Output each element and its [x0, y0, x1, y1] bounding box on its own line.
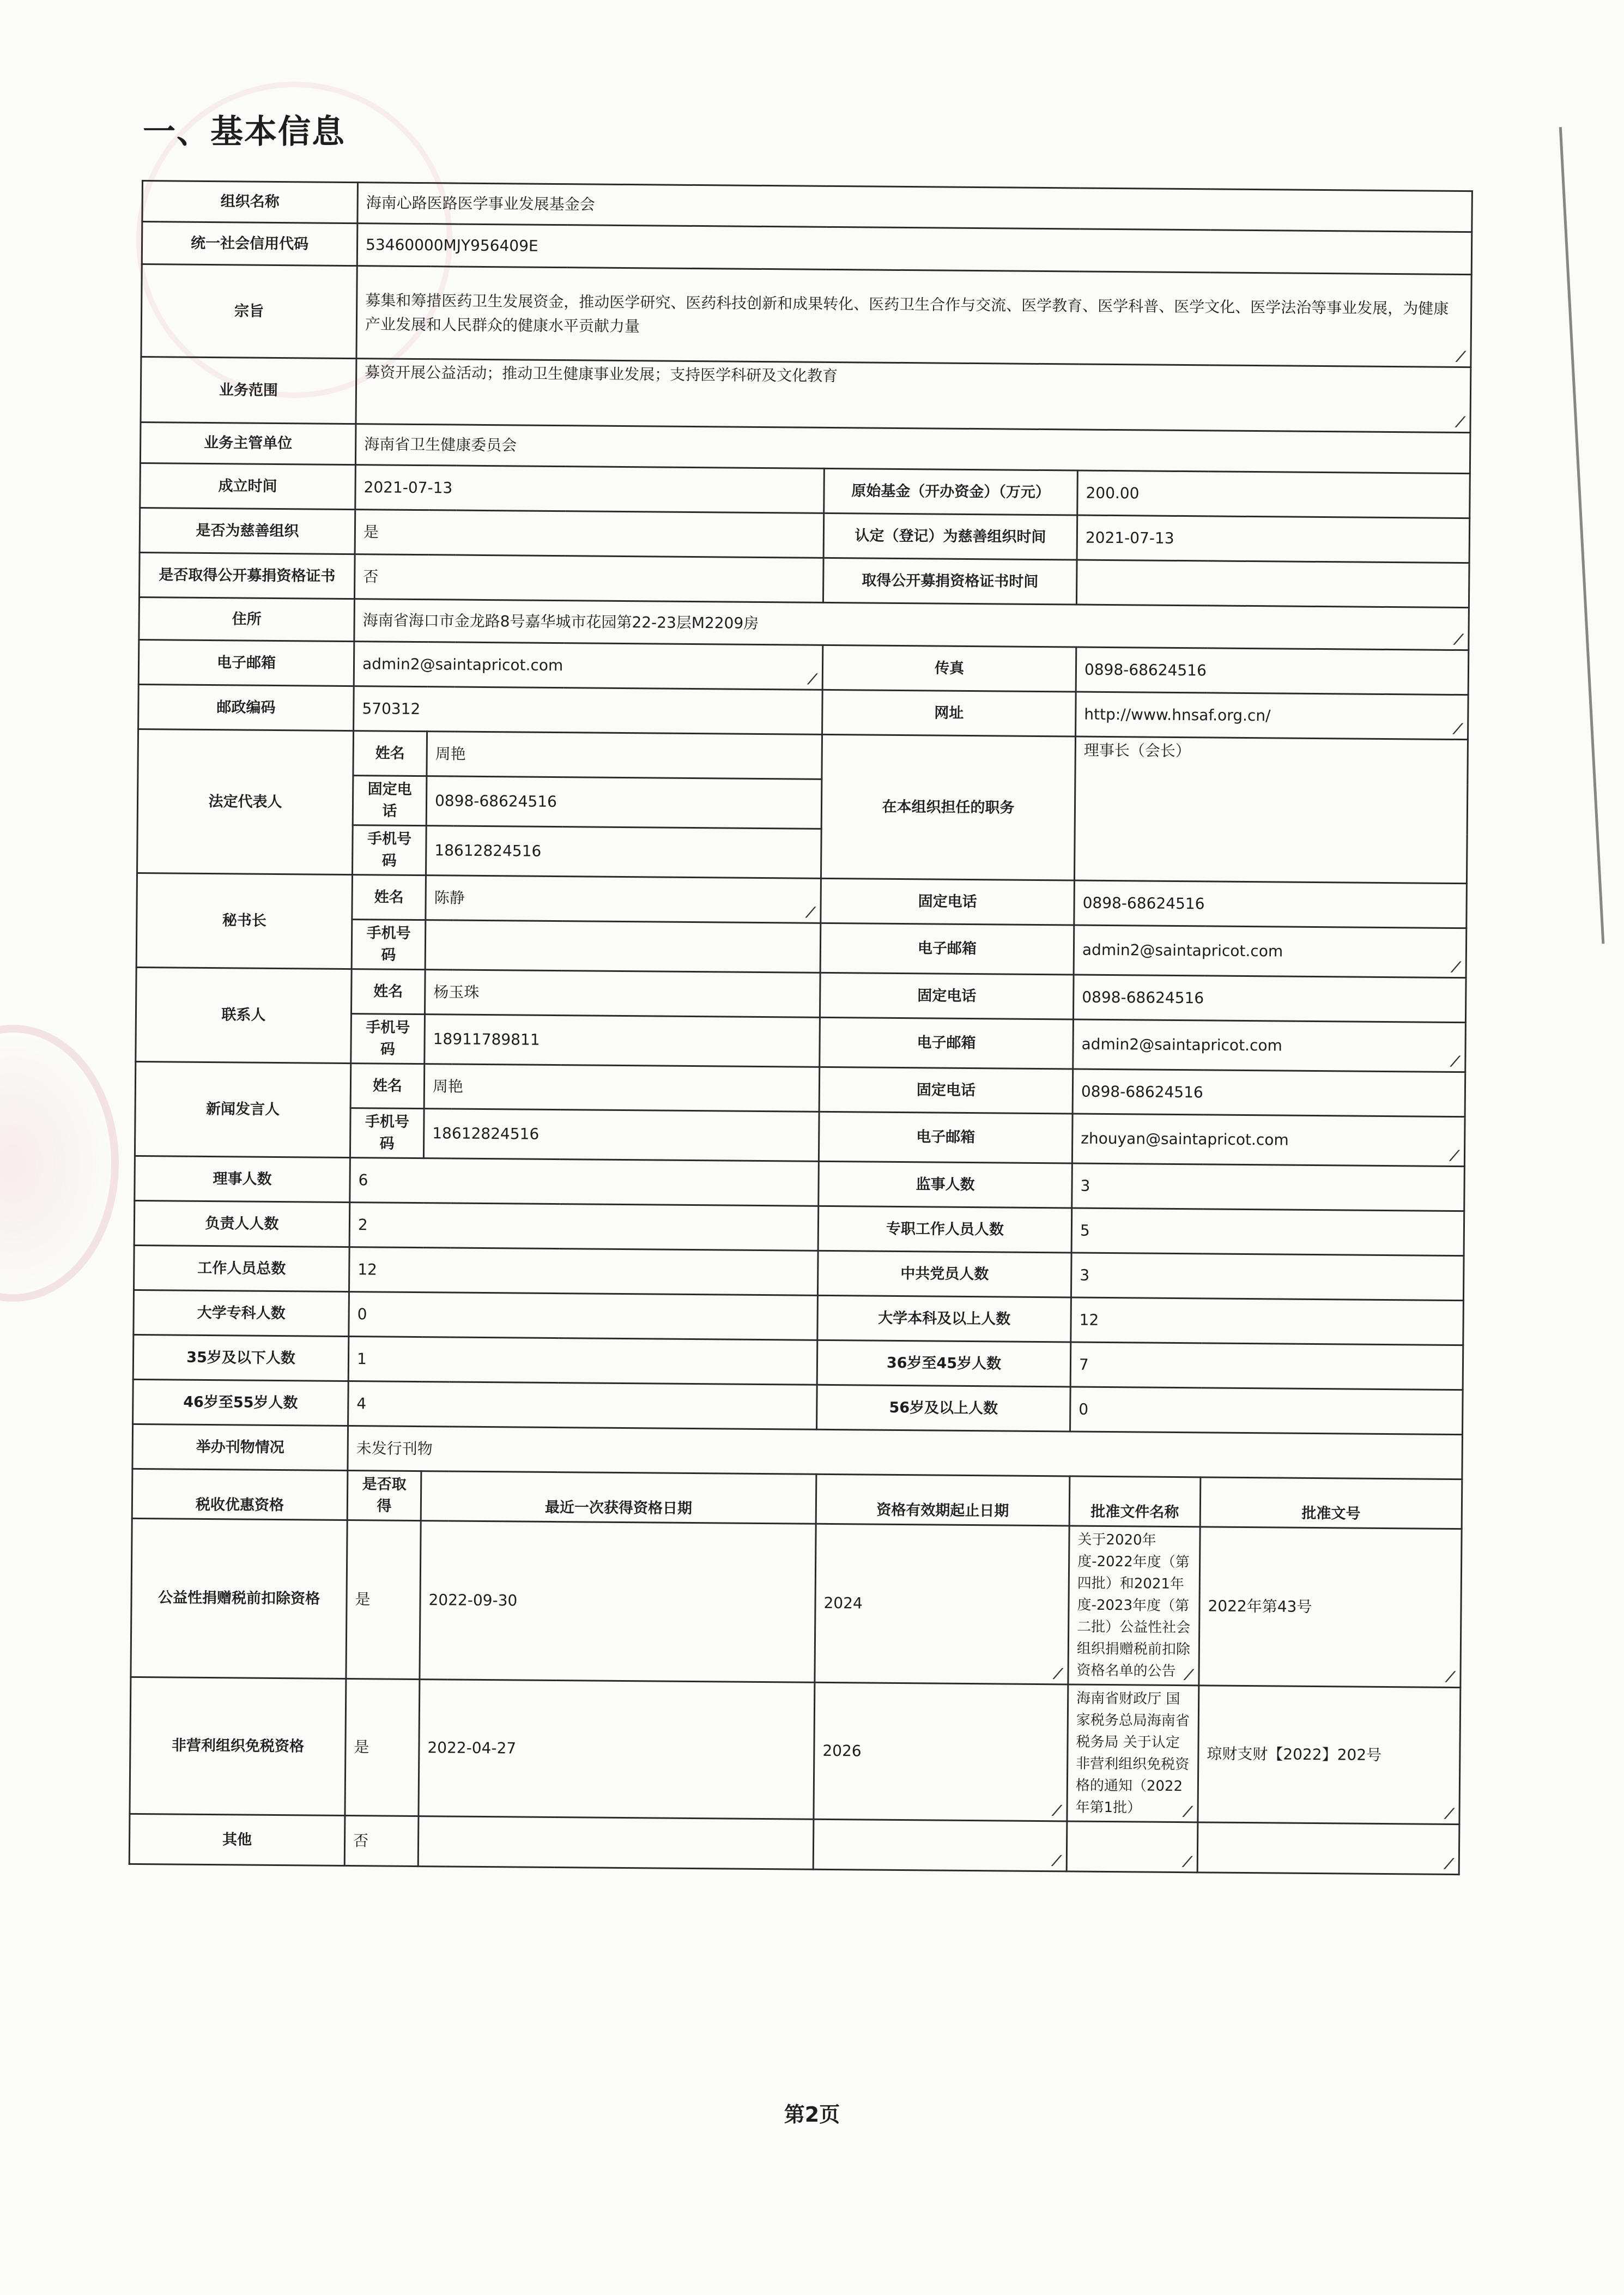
label-mobile: 手机号码: [352, 920, 426, 970]
label-org-name: 组织名称: [142, 181, 358, 224]
label-age-46-55: 46岁至55岁人数: [133, 1379, 349, 1426]
resize-handle-icon[interactable]: ⟋: [1444, 1856, 1454, 1873]
label-name: 姓名: [351, 969, 425, 1014]
label-cpc-members: 中共党员人数: [817, 1251, 1071, 1297]
deduction-doc-name-value: 关于2020年度-2022年度（第四批）和2021年度-2023年度（第二批）公益性社会组织捐赠税前扣除资格名单的公告: [1076, 1531, 1191, 1680]
label-directors: 理事人数: [135, 1156, 350, 1202]
deduction-doc-no-field[interactable]: [1199, 1527, 1462, 1688]
age-56-plus-value: 0: [1070, 1387, 1463, 1435]
college-value: 0: [349, 1292, 818, 1340]
contact-mobile-value: 18911789811: [425, 1014, 820, 1067]
other-doc-name-field[interactable]: [1066, 1821, 1198, 1873]
postal-code-value: 570312: [354, 686, 823, 735]
resize-handle-icon[interactable]: ⟋: [805, 904, 816, 921]
email-value: admin2@saintapricot.com: [362, 654, 563, 674]
resize-handle-icon[interactable]: ⟋: [1455, 414, 1465, 431]
label-responsible: 负责人人数: [134, 1200, 350, 1247]
label-mobile: 手机号码: [351, 1014, 425, 1064]
credit-code-value: 53460000MJY956409E: [357, 224, 1472, 275]
resize-handle-icon[interactable]: ⟋: [1184, 1667, 1194, 1684]
label-address: 住所: [139, 597, 355, 641]
directors-value: 6: [350, 1158, 819, 1206]
age-35-under-value: 1: [348, 1337, 817, 1385]
label-purpose: 宗旨: [141, 264, 357, 359]
legal-rep-name-value: 周艳: [427, 732, 822, 780]
resize-handle-icon[interactable]: ⟋: [1451, 959, 1461, 976]
purpose-value: 募集和筹措医药卫生发展资金，推动医学研究、医药科技创新和成果转化、医药卫生合作与交流、医学教育、医学科普、医学文化、医学法治等事业发展，为健康产业发展和人民群众的健康水平贡献力量: [365, 291, 1449, 335]
label-age-56-plus: 56岁及以上人数: [817, 1385, 1071, 1432]
label-secretary-general: 秘书长: [136, 873, 352, 969]
contact-name-value: 杨玉珠: [425, 970, 820, 1018]
label-email: 电子邮箱: [819, 1112, 1072, 1163]
label-is-charity: 是否为慈善组织: [140, 508, 355, 554]
label-landline: 固定电话: [353, 776, 427, 826]
header-obtained: 是否取得: [347, 1471, 421, 1521]
label-email: 电子邮箱: [138, 639, 354, 686]
resize-handle-icon[interactable]: ⟋: [807, 671, 817, 688]
spk-landline-value: 0898-68624516: [1072, 1069, 1465, 1117]
deduction-valid-value: 2024: [823, 1593, 863, 1612]
is-charity-value: 是: [355, 510, 824, 558]
resize-handle-icon[interactable]: ⟋: [1052, 1803, 1062, 1820]
other-doc-no-field[interactable]: [1197, 1822, 1459, 1875]
tax-exempt-doc-name-field[interactable]: [1067, 1684, 1199, 1822]
other-date-value: [418, 1816, 814, 1870]
business-scope-value: 募资开展公益活动；推动卫生健康事业发展；支持医学科研及文化教育: [365, 363, 838, 385]
bachelor-plus-value: 12: [1071, 1297, 1464, 1345]
label-supervisors: 监事人数: [819, 1161, 1072, 1208]
label-website: 网址: [822, 690, 1076, 736]
basic-info-table: [129, 180, 1473, 1875]
resize-handle-icon[interactable]: ⟋: [1449, 1148, 1460, 1165]
established-value: 2021-07-13: [355, 465, 825, 514]
header-valid-period: 资格有效期起止日期: [816, 1474, 1070, 1526]
resize-handle-icon[interactable]: ⟋: [1051, 1853, 1062, 1870]
header-latest-date: 最近一次获得资格日期: [421, 1471, 816, 1524]
label-total-staff: 工作人员总数: [134, 1245, 350, 1291]
label-tax-preference: 税收优惠资格: [132, 1469, 348, 1520]
purpose-field[interactable]: [356, 266, 1471, 367]
address-value: 海南省海口市金龙路8号嘉华城市花园第22-23层M2209房: [362, 611, 759, 632]
label-landline: 固定电话: [819, 1067, 1073, 1114]
label-postal-code: 邮政编码: [138, 684, 354, 730]
paper-edge: [1559, 125, 1624, 944]
label-mobile: 手机号码: [353, 825, 427, 875]
tax-exempt-doc-no-value: 琼财支财【2022】202号: [1207, 1744, 1382, 1764]
fulltime-value: 5: [1071, 1208, 1464, 1256]
sec-email-field[interactable]: [1074, 925, 1467, 978]
section-title: 一、基本信息: [143, 113, 346, 151]
contact-email-value: admin2@saintapricot.com: [1081, 1035, 1282, 1055]
supervisor-value: 海南省卫生健康委员会: [355, 424, 1470, 474]
charity-cert-date-value: 2021-07-13: [1077, 515, 1470, 563]
website-value: http://www.hnsaf.org.cn/: [1084, 705, 1271, 724]
resize-handle-icon[interactable]: ⟋: [1445, 1669, 1456, 1686]
resize-handle-icon[interactable]: ⟋: [1183, 1804, 1193, 1821]
other-valid-field[interactable]: [813, 1819, 1067, 1871]
resize-handle-icon[interactable]: ⟋: [1182, 1854, 1192, 1871]
label-age-35-under: 35岁及以下人数: [133, 1334, 349, 1381]
publication-value: 未发行刊物: [348, 1426, 1463, 1479]
page-number: 第2页: [784, 2103, 840, 2127]
header-approval-doc-no: 批准文号: [1200, 1477, 1462, 1529]
sec-name-field[interactable]: [426, 875, 821, 923]
sec-landline-value: 0898-68624516: [1074, 880, 1467, 928]
deduction-doc-name-field[interactable]: [1068, 1526, 1200, 1686]
spk-name-value: 周艳: [424, 1064, 820, 1112]
label-other: 其他: [129, 1814, 345, 1865]
age-46-55-value: 4: [348, 1381, 817, 1430]
deduction-obtained-value: 是: [346, 1520, 421, 1680]
label-name: 姓名: [350, 1064, 425, 1109]
header-approval-doc-name: 批准文件名称: [1069, 1476, 1201, 1527]
label-contact: 联系人: [136, 967, 352, 1063]
tax-exempt-obtained-value: 是: [345, 1679, 420, 1816]
resize-handle-icon[interactable]: ⟋: [1452, 721, 1463, 738]
label-name: 姓名: [353, 731, 427, 776]
label-business-scope: 业务范围: [141, 357, 356, 424]
label-landline: 固定电话: [820, 973, 1074, 1019]
fax-value: 0898-68624516: [1076, 647, 1469, 695]
cpc-members-value: 3: [1071, 1253, 1464, 1301]
legal-rep-mobile-value: 18612824516: [426, 826, 821, 879]
label-deduction: 公益性捐赠税前扣除资格: [131, 1518, 347, 1678]
label-initial-fund: 原始基金（开办资金）（万元）: [824, 468, 1078, 515]
label-email: 电子邮箱: [820, 923, 1074, 975]
label-landline: 固定电话: [821, 878, 1075, 925]
label-age-36-45: 36岁至45岁人数: [817, 1340, 1071, 1387]
org-name-value: 海南心路医路医学事业发展基金会: [357, 183, 1472, 232]
spk-mobile-value: 18612824516: [423, 1109, 819, 1162]
email-field[interactable]: [354, 642, 823, 690]
resize-handle-icon[interactable]: ⟋: [1456, 348, 1466, 366]
sec-mobile-value: [425, 920, 821, 973]
deduction-date-value: 2022-09-30: [420, 1521, 816, 1683]
label-spokesperson: 新闻发言人: [135, 1061, 350, 1157]
spk-email-field[interactable]: [1072, 1114, 1465, 1167]
label-publication: 举办刊物情况: [132, 1424, 348, 1470]
tax-exempt-doc-no-field[interactable]: [1198, 1686, 1461, 1825]
resize-handle-icon[interactable]: ⟋: [1453, 631, 1464, 649]
sec-email-value: admin2@saintapricot.com: [1082, 940, 1283, 961]
resize-handle-icon[interactable]: ⟋: [1444, 1805, 1455, 1823]
responsible-value: 2: [349, 1203, 819, 1251]
resize-handle-icon[interactable]: ⟋: [1053, 1666, 1063, 1683]
contact-email-field[interactable]: [1073, 1019, 1466, 1072]
other-obtained-value: 否: [344, 1816, 419, 1867]
spk-email-value: zhouyan@saintapricot.com: [1081, 1129, 1289, 1149]
initial-fund-value: 200.00: [1077, 470, 1470, 518]
legal-rep-position-value: 理事长（会长）: [1074, 736, 1468, 884]
label-fundraising-date: 取得公开募捐资格证书时间: [823, 558, 1077, 605]
deduction-valid-field[interactable]: [815, 1524, 1069, 1684]
legal-rep-landline-value: 0898-68624516: [426, 776, 822, 829]
total-staff-value: 12: [349, 1247, 818, 1296]
label-fax: 传真: [822, 645, 1076, 692]
sec-name-value: 陈静: [434, 888, 465, 907]
business-scope-field[interactable]: [356, 359, 1471, 433]
label-tax-exempt: 非营利组织免税资格: [130, 1677, 346, 1815]
tax-exempt-doc-name-value: 海南省财政厅 国家税务总局海南省税务局 关于认定非营利组织免税资格的通知（2022年第1批）: [1075, 1690, 1190, 1816]
public-fundraising-value: 否: [354, 554, 823, 603]
label-charity-cert-date: 认定（登记）为慈善组织时间: [823, 513, 1077, 560]
label-email: 电子邮箱: [820, 1017, 1074, 1069]
label-position-in-org: 在本组织担任的职务: [821, 734, 1075, 880]
label-public-fundraising: 是否取得公开募捐资格证书: [139, 552, 355, 599]
label-mobile: 手机号码: [350, 1108, 424, 1158]
website-field[interactable]: [1076, 692, 1469, 740]
tax-exempt-date-value: 2022-04-27: [419, 1680, 815, 1820]
label-credit-code: 统一社会信用代码: [142, 222, 357, 266]
seal-stamp-left: [0, 1025, 119, 1302]
label-legal-rep: 法定代表人: [137, 729, 354, 874]
label-established: 成立时间: [140, 463, 356, 509]
label-name: 姓名: [352, 875, 426, 920]
tax-exempt-valid-field[interactable]: [814, 1682, 1068, 1821]
label-supervisor: 业务主管单位: [140, 422, 356, 464]
age-36-45-value: 7: [1070, 1342, 1463, 1390]
label-bachelor-plus: 大学本科及以上人数: [817, 1295, 1071, 1342]
label-college: 大学专科人数: [134, 1290, 349, 1336]
resize-handle-icon[interactable]: ⟋: [1450, 1053, 1461, 1071]
deduction-doc-no-value: 2022年第43号: [1208, 1597, 1312, 1616]
contact-landline-value: 0898-68624516: [1073, 975, 1466, 1023]
tax-exempt-valid-value: 2026: [822, 1741, 862, 1760]
supervisors-value: 3: [1072, 1163, 1465, 1211]
fundraising-date-value: [1076, 560, 1469, 608]
label-fulltime: 专职工作人员人数: [818, 1206, 1072, 1253]
